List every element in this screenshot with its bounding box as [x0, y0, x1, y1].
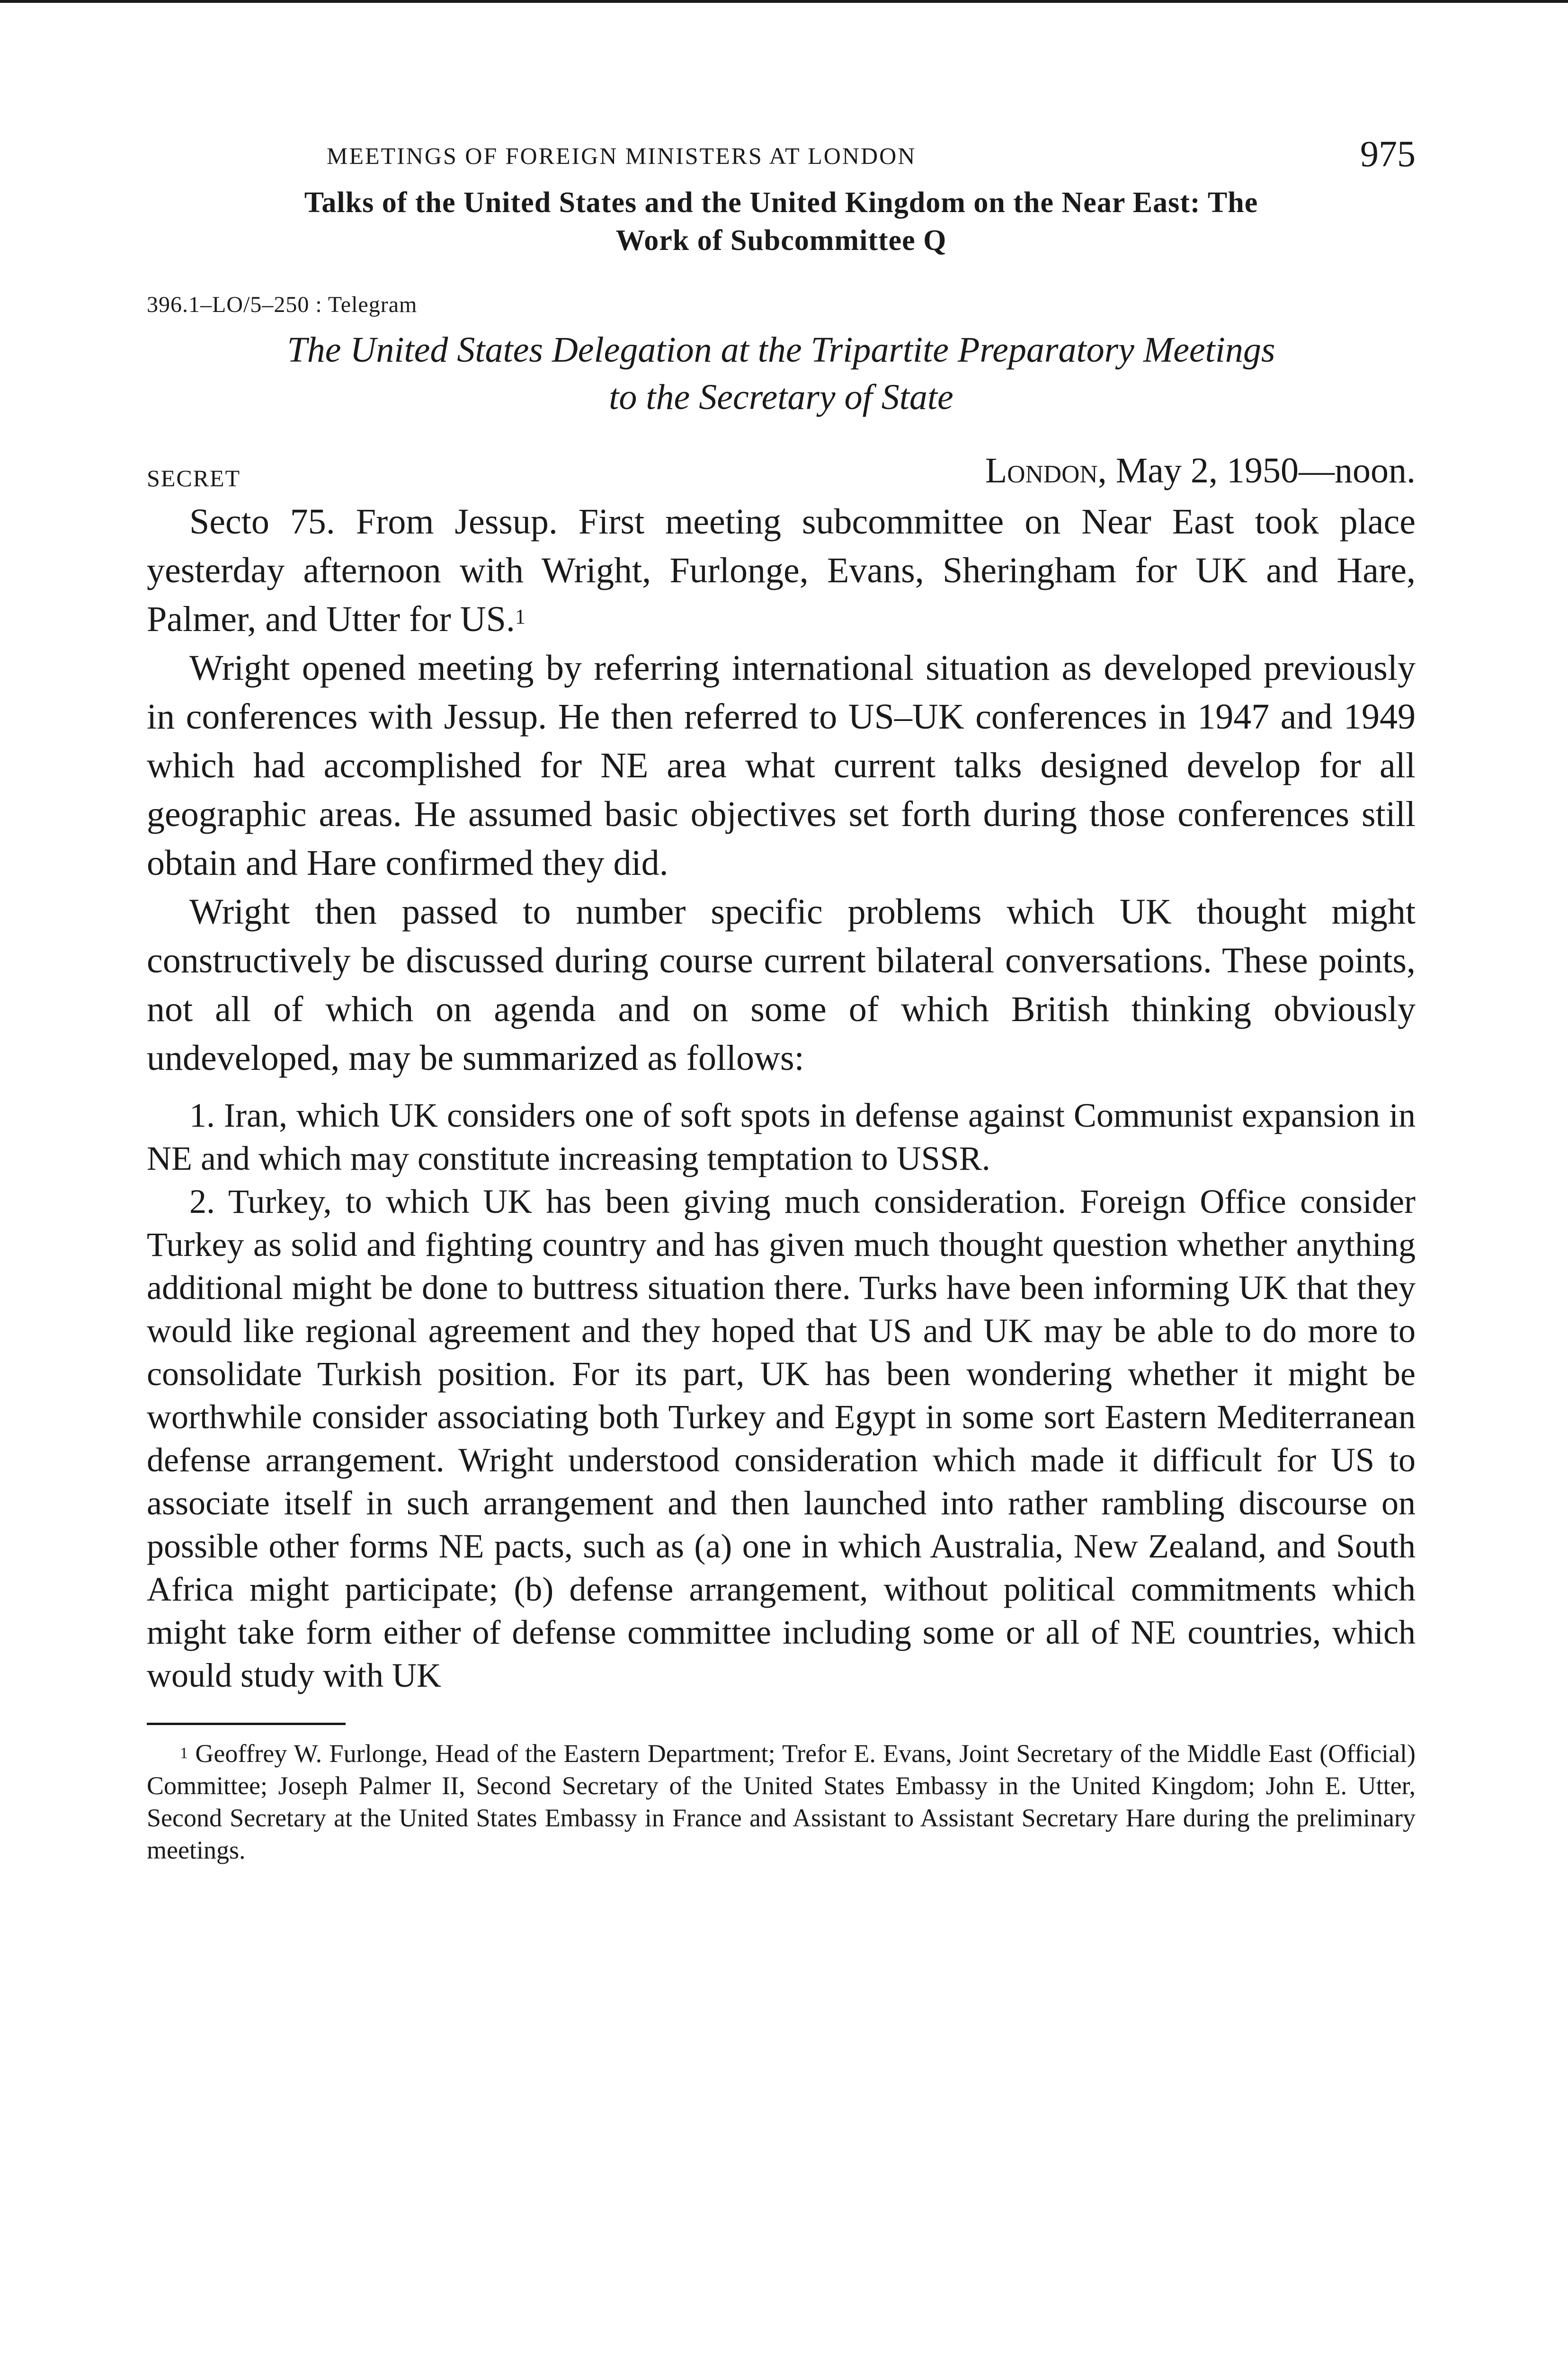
footnote	[147, 1737, 1416, 1866]
paragraph	[147, 498, 1416, 644]
page-number: 975	[1360, 133, 1416, 174]
dateline-date: , May 2, 1950—noon.	[1097, 451, 1416, 490]
paragraph: Wright then passed to number specific problems which UK thought might constructively be discussed during course current bilateral conversations. These points, not all of which on agenda and on some of which British thinking obviously undeveloped, may be summarized as follows:	[147, 892, 1416, 1078]
section-heading-line-1: Talks of the United States and the United Kingdom on the Near East: The	[304, 187, 1258, 219]
list-item: 1. Iran, which UK considers one of soft spots in defense against Communist expansion in NE and which may constitute increasing temptation to USSR.	[147, 1096, 1416, 1177]
classification-label: SECRET	[147, 465, 241, 491]
top-rule	[0, 0, 1568, 3]
dateline-place: London	[985, 451, 1098, 490]
running-head	[147, 123, 1416, 180]
document-title-line-2: to the Secretary of State	[609, 377, 953, 417]
footnote-rule	[147, 1723, 346, 1725]
place-and-date	[985, 450, 1416, 491]
paragraph: Wright opened meeting by referring international situation as developed previously in conferences with Jessup. He then referred to US–UK conferences in 1947 and 1949 which had accomplished for NE area what current talks designed develop for all geographic areas. He assumed basic objectives set forth during those conferences still obtain and Hare confirmed they did.	[147, 648, 1416, 883]
telegram-body	[147, 498, 1416, 1697]
dateline	[147, 450, 1416, 498]
section-heading-line-2: Work of Subcommittee Q	[615, 224, 947, 257]
numbered-list	[147, 1094, 1416, 1697]
running-title: MEETINGS OF FOREIGN MINISTERS AT LONDON	[327, 142, 917, 169]
page	[147, 123, 1416, 1866]
list-item: 2. Turkey, to which UK has been giving much consideration. Foreign Office consider Turkey as solid and fighting country and has given much thought question whether anything additional might be done to buttress situation there. Turks have been informing UK that they would like regional agreement and they hoped that US and UK may be able to do more to consolidate Turkish position. For its part, UK has been wondering whether it might be worthwhile consider associating both Turkey and Egypt in some sort Eastern Mediterranean defense arrangement. Wright understood consideration which made it difficult for US to associate itself in such arrangement and then launched into rather rambling discourse on possible other forms NE pacts, such as (a) one in which Australia, New Zealand, and South Africa might participate; (b) defense arrangement, without political commitments which might take form either of defense committee including some or all of NE countries, which would study with UK	[147, 1183, 1416, 1694]
paragraph-text: Secto 75. From Jessup. First meeting subcommittee on Near East took place yesterday afternoon with Wright, Furlonge, Evans, Sheringham for UK and Hare, Palmer, and Utter for US.	[147, 502, 1416, 639]
footnote-marker: 1	[180, 1744, 188, 1762]
document-title	[147, 326, 1416, 421]
footnote-reference: 1	[515, 605, 526, 628]
section-heading	[147, 184, 1416, 259]
file-reference: 396.1–LO/5–250 : Telegram	[147, 292, 418, 317]
document-title-line-1: The United States Delegation at the Tripartite Preparatory Meetings	[287, 330, 1275, 370]
footnote-text: Geoffrey W. Furlonge, Head of the Eastern Department; Trefor E. Evans, Joint Secretary of the Middle East (Official) Committee; Joseph Palmer II, Second Secretary of the United States Embassy in the United Kingdom; John E. Utter, Second Secretary at the United States Embassy in France and Assistant to Assistant Secretary Hare during the preliminary meetings.	[147, 1739, 1416, 1864]
